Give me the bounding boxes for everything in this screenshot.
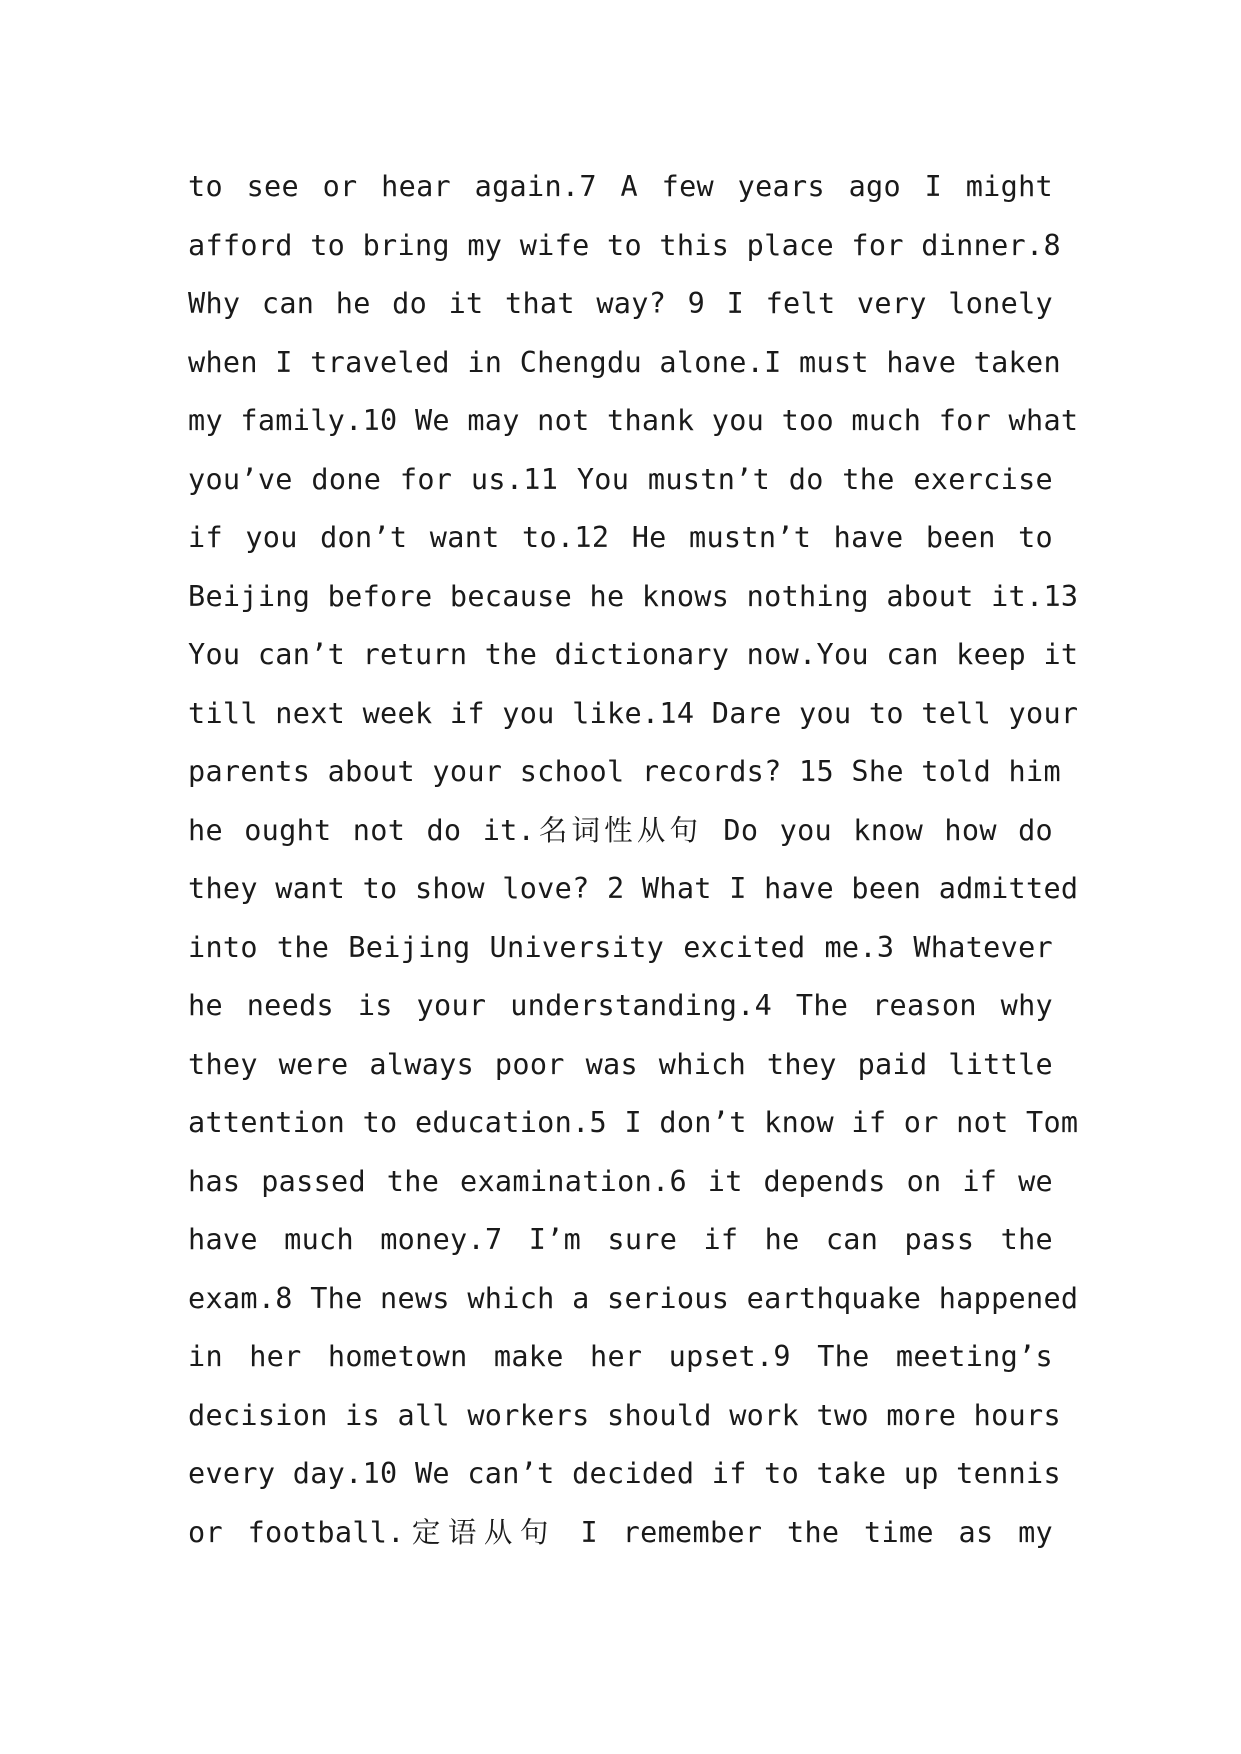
body-text	[188, 158, 1079, 1562]
text-line: in her hometown make her upset.9 The meeting’s	[188, 1340, 1053, 1373]
text-line: attention to education.5 I don’t know if or not Tom	[188, 1106, 1079, 1139]
text-line: he ought not do it.名词性从句 Do you know how do	[188, 813, 1053, 847]
text-line: Beijing before because he knows nothing about it.13	[188, 579, 1079, 613]
text-line: has passed the examination.6 it depends on if we	[188, 1164, 1053, 1198]
text-line: every day.10 We can’t decided if to take up tennis	[188, 1457, 1061, 1490]
text-line: into the Beijing University excited me.3 Whatever	[188, 930, 1053, 964]
text-line: you’ve done for us.11 You mustn’t do the exercise	[188, 462, 1053, 496]
text-line: have much money.7 I’m sure if he can pass the	[188, 1223, 1053, 1256]
text-line: till next week if you like.14 Dare you to tell your	[188, 696, 1079, 730]
text-line: he needs is your understanding.4 The reason why	[188, 989, 1053, 1022]
text-line: they want to show love? 2 What I have been admitted	[188, 872, 1079, 905]
text-line: if you don’t want to.12 He mustn’t have been to	[188, 521, 1053, 554]
text-line: exam.8 The news which a serious earthquake happened	[188, 1281, 1079, 1315]
text-line: Why can he do it that way? 9 I felt very lonely	[188, 287, 1053, 320]
text-line: my family.10 We may not thank you too much for what	[188, 404, 1079, 437]
text-line: afford to bring my wife to this place for dinner.8	[188, 228, 1061, 262]
text-line: when I traveled in Chengdu alone.I must have taken	[188, 345, 1061, 379]
text-line: they were always poor was which they paid little	[188, 1047, 1053, 1081]
text-line: You can’t return the dictionary now.You can keep it	[188, 638, 1079, 671]
text-line: parents about your school records? 15 She told him	[188, 755, 1061, 788]
text-line: to see or hear again.7 A few years ago I might	[188, 170, 1053, 203]
text-line: or football.定语从句 I remember the time as my	[188, 1515, 1053, 1549]
text-line: decision is all workers should work two more hours	[188, 1398, 1061, 1432]
